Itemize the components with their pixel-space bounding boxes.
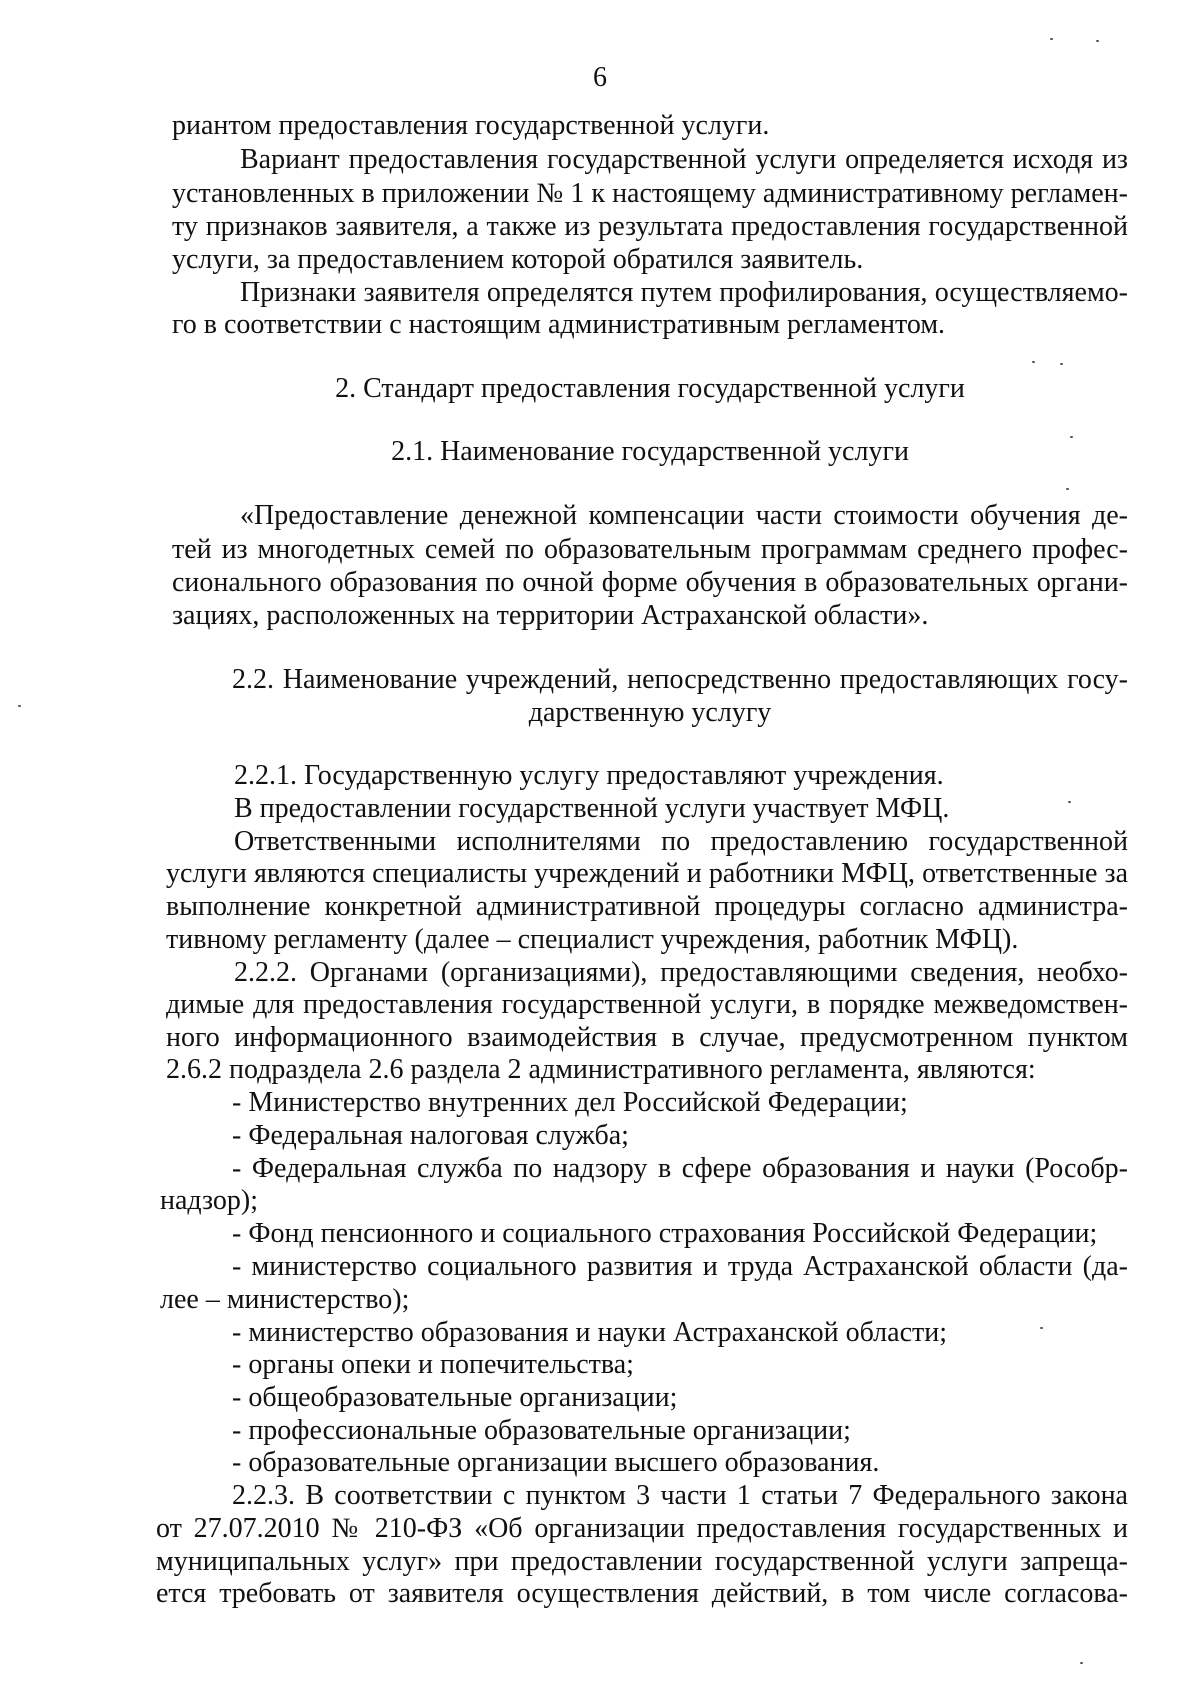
intro-line: риантом предоставления государственной услуги. bbox=[172, 110, 770, 141]
scan-speck bbox=[1080, 1662, 1083, 1664]
section-heading: 2.1. Наименование государственной услуги bbox=[391, 436, 909, 467]
scan-speck bbox=[1070, 436, 1073, 438]
intro-line: Признаки заявителя определятся путем профилирования, осуществляемо- bbox=[240, 277, 1128, 308]
body-line: муниципальных услуг» при предоставлении государственной услуги запреща- bbox=[156, 1546, 1128, 1577]
body-line: В предоставлении государственной услуги участвует МФЦ. bbox=[234, 793, 950, 824]
body-line: надзор); bbox=[160, 1185, 258, 1216]
body-line: 2.2.3. В соответствии с пунктом 3 части 1 статьи 7 Федерального закона bbox=[232, 1480, 1128, 1511]
body-line: димые для предоставления государственной услуги, в порядке межведомствен- bbox=[166, 989, 1128, 1020]
section-heading: 2. Стандарт предоставления государственной услуги bbox=[335, 373, 965, 404]
section-heading: 2.2. Наименование учреждений, непосредственно предоставляющих госу- bbox=[232, 664, 1128, 695]
body-line: - Фонд пенсионного и социального страхования Российской Федерации; bbox=[232, 1218, 1098, 1249]
page-number: 6 bbox=[593, 62, 607, 93]
section-heading: дарственную услугу bbox=[528, 697, 772, 728]
scan-speck bbox=[1066, 488, 1069, 490]
body-line: услуги являются специалисты учреждений и работники МФЦ, ответственные за bbox=[166, 858, 1128, 889]
service-name-line: зациях, расположенных на территории Астраханской области». bbox=[172, 600, 929, 631]
service-name-line: сионального образования по очной форме обучения в образовательных органи- bbox=[172, 567, 1128, 598]
scan-speck bbox=[1068, 801, 1071, 803]
intro-line: ту признаков заявителя, а также из результата предоставления государственной bbox=[172, 211, 1128, 242]
body-line: Ответственными исполнителями по предоставлению государственной bbox=[234, 826, 1128, 857]
intro-line: установленных в приложении № 1 к настоящему административному регламен- bbox=[172, 178, 1128, 209]
scan-speck bbox=[1050, 38, 1053, 40]
scan-speck bbox=[1032, 361, 1035, 363]
body-line: 2.2.1. Государственную услугу предоставляют учреждения. bbox=[234, 760, 944, 791]
body-line: лее – министерство); bbox=[160, 1284, 410, 1315]
service-name-line: тей из многодетных семей по образовательным программам среднего профес- bbox=[172, 534, 1128, 565]
body-line: - Министерство внутренних дел Российской Федерации; bbox=[232, 1087, 908, 1118]
body-line: - образовательные организации высшего образования. bbox=[232, 1447, 880, 1478]
body-line: выполнение конкретной административной процедуры согласно администра- bbox=[166, 891, 1128, 922]
body-line: - профессиональные образовательные организации; bbox=[232, 1415, 851, 1446]
body-line: от 27.07.2010 № 210-ФЗ «Об организации предоставления государственных и bbox=[156, 1513, 1128, 1544]
scan-speck bbox=[18, 705, 21, 707]
scan-speck bbox=[1040, 1327, 1043, 1329]
scan-speck bbox=[1096, 40, 1099, 42]
intro-line: го в соответствии с настоящим административным регламентом. bbox=[172, 309, 946, 340]
body-line: 2.2.2. Органами (организациями), предоставляющими сведения, необхо- bbox=[234, 957, 1128, 988]
body-line: ется требовать от заявителя осуществления действий, в том числе согласова- bbox=[156, 1578, 1128, 1609]
intro-line: Вариант предоставления государственной услуги определяется исходя из bbox=[240, 144, 1128, 175]
body-line: - органы опеки и попечительства; bbox=[232, 1349, 634, 1380]
intro-line: услуги, за предоставлением которой обратился заявитель. bbox=[172, 244, 864, 275]
body-line: - Федеральная служба по надзору в сфере образования и науки (Рособр- bbox=[232, 1153, 1128, 1184]
body-line: - общеобразовательные организации; bbox=[232, 1382, 678, 1413]
body-line: - Федеральная налоговая служба; bbox=[232, 1120, 629, 1151]
body-line: 2.6.2 подраздела 2.6 раздела 2 административного регламента, являются: bbox=[166, 1054, 1036, 1085]
body-line: ного информационного взаимодействия в случае, предусмотренном пунктом bbox=[166, 1022, 1128, 1053]
body-line: - министерство образования и науки Астраханской области; bbox=[232, 1317, 948, 1348]
body-line: тивному регламенту (далее – специалист учреждения, работник МФЦ). bbox=[166, 924, 1019, 955]
service-name-line: «Предоставление денежной компенсации части стоимости обучения де- bbox=[240, 500, 1128, 531]
scan-speck bbox=[1060, 363, 1063, 365]
body-line: - министерство социального развития и труда Астраханской области (да- bbox=[232, 1251, 1128, 1282]
